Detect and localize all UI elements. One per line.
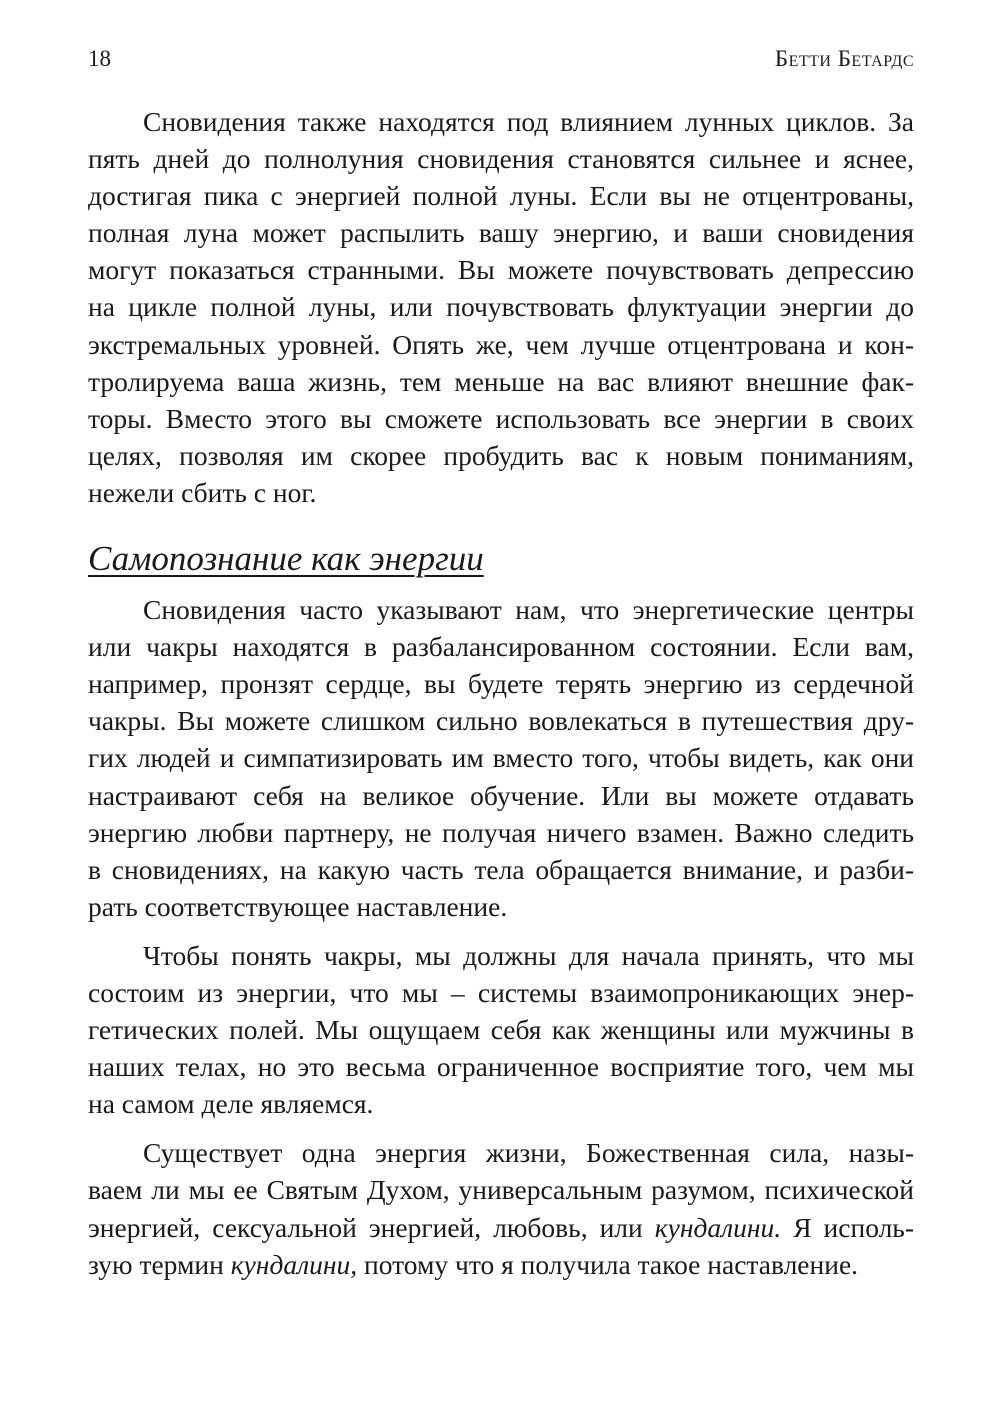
text-segment: энергию любви партнеру, не получая ничего взамен. Важно следить [88,816,914,848]
text-line [88,177,914,214]
text-segment: настраивают себя на великое обучение. Или вы можете отдавать [88,779,914,811]
text-segment: зую термин [88,1248,231,1280]
text-segment: гетических полей. Мы ощущаем себя как женщины или мужчины в [88,1014,914,1046]
text-line [88,103,914,140]
text-segment: Я исполь- [781,1211,915,1243]
text-line [88,474,914,511]
paragraphs-before-heading [88,103,914,511]
text-line [88,400,914,437]
text-segment: энергией, сексуальной энергией, любовь, или [88,1211,655,1243]
text-line [88,1134,914,1171]
text-segment: на цикле полной луны, или почувствовать флуктуации энергии до [88,291,914,323]
paragraph [88,1134,914,1282]
text-line [88,1011,914,1048]
text-line [88,739,914,776]
text-line [88,1171,914,1208]
text-segment: экстремальных уровней. Опять же, чем лучше отцентрована и кон- [88,328,914,360]
text-line [88,665,914,702]
text-segment: нежели сбить с ног. [88,476,317,508]
text-segment: Сновидения часто указывают нам, что энергетические центры [143,594,914,626]
paragraph [88,937,914,1122]
text-line [88,437,914,474]
text-segment: гих людей и симпатизировать им вместо того, чтобы видеть, как они [88,742,914,774]
text-line [88,251,914,288]
text-line [88,1246,914,1283]
text-segment: полная луна может распылить вашу энергию, и ваши сновидения [88,217,914,249]
italic-term: кундалини. [654,1211,782,1243]
text-segment: Чтобы понять чакры, мы должны для начала принять, что мы [143,939,914,971]
text-line [88,702,914,739]
text-line [88,814,914,851]
text-line [88,288,914,325]
text-segment: состоим из энергии, что мы – системы взаимопроникающих энер- [88,976,914,1008]
text-segment: или чакры находятся в разбалансированном состоянии. Если вам, [88,631,914,663]
text-line [88,214,914,251]
page-number: 18 [88,46,111,71]
text-segment: тролируема ваша жизнь, тем меньше на вас влияют внешние фак- [88,365,914,397]
text-line [88,140,914,177]
text-line [88,628,914,665]
text-segment: пять дней до полнолуния сновидения становятся сильнее и яснее, [88,143,914,175]
text-segment: торы. Вместо этого вы сможете использовать все энергии в своих [88,402,914,434]
page-body [88,103,914,1295]
text-line [88,591,914,628]
text-segment: рать соответствующее наставление. [88,890,508,922]
text-segment: чакры. Вы можете слишком сильно вовлекаться в путешествия дру- [88,705,914,737]
text-segment: на самом деле являемся. [88,1088,374,1120]
italic-term: кундалини, [230,1248,358,1280]
paragraph [88,591,914,925]
text-line [88,1085,914,1122]
text-line [88,888,914,925]
text-segment: ваем ли мы ее Святым Духом, универсальным разумом, психической [88,1174,914,1206]
text-segment: достигая пика с энергией полной луны. Если вы не отцентрованы, [88,180,914,212]
text-line [88,937,914,974]
text-line [88,851,914,888]
text-segment: в сновидениях, на какую часть тела обращается внимание, и разби- [88,853,914,885]
text-segment: например, пронзят сердце, вы будете терять энергию из сердечной [88,668,914,700]
text-line [88,1048,914,1085]
text-line [88,1209,914,1246]
section-heading: Самопознание как энергии [88,539,484,579]
text-segment: целях, позволяя им скорее пробудить вас к новым пониманиям, [88,439,914,471]
page-header [88,46,914,80]
text-segment: Существует одна энергия жизни, Божественная сила, назы- [143,1137,914,1169]
paragraph [88,103,914,511]
text-line [88,777,914,814]
text-segment: могут показаться странными. Вы можете почувствовать депрессию [88,254,914,286]
text-line [88,363,914,400]
text-segment: Сновидения также находятся под влиянием лунных циклов. За [143,106,914,137]
text-segment: наших телах, но это весьма ограниченное восприятие того, чем мы [88,1051,914,1083]
paragraphs-after-heading [88,591,914,1283]
text-segment: потому что я получила такое наставление. [357,1248,859,1280]
text-line [88,974,914,1011]
text-line [88,326,914,363]
running-title: Бетти Бетардс [774,46,914,71]
